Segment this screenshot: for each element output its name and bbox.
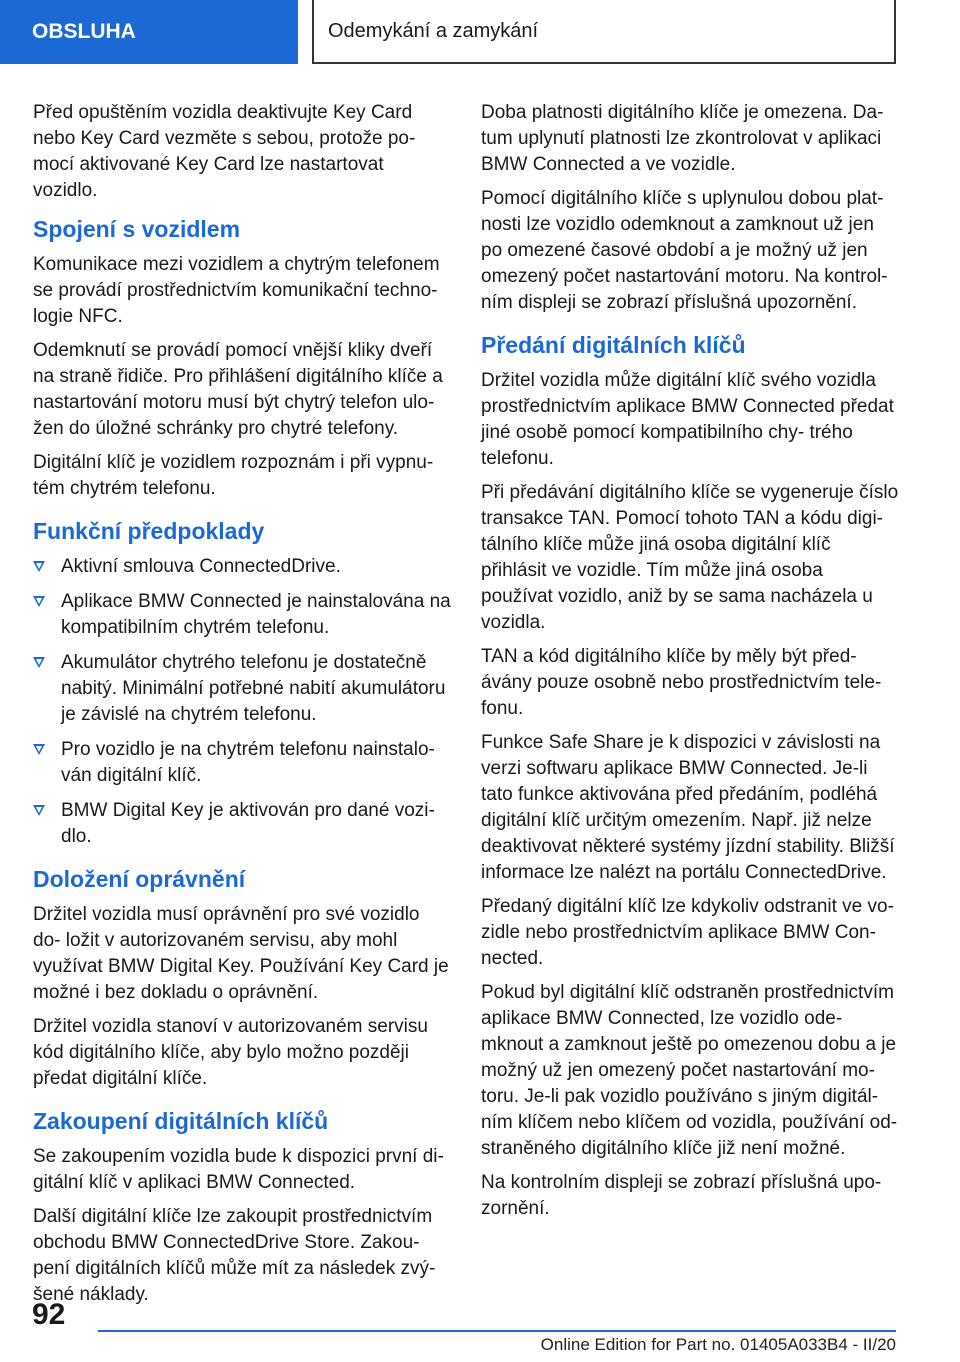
heading-predani: Předání digitálních klíčů <box>481 332 746 358</box>
paragraph: Pokud byl digitální klíč odstraněn prostřednictvím aplikace BMW Connected, lze vozidlo ode‐ mknout a zamknout ještě po omezenou dobu a je možný už jen omezený počet nastartování mo‐ toru. Je-li pak vozidlo používáno s jiným digitál‐ ním klíčem nebo klíčem od vozidla, používání od‐ straněného digitálního klíče již není možné. <box>481 982 898 1159</box>
paragraph: Komunikace mezi vozidlem a chytrým telefonem se provádí prostřednictvím komunikační techno‐ logie NFC. <box>33 254 440 327</box>
requirements-list <box>33 554 451 850</box>
edition-note: Online Edition for Part no. 01405A033B4 - II/20 <box>540 1335 896 1354</box>
heading-zakoupeni: Zakoupení digitálních klíčů <box>33 1108 329 1134</box>
paragraph: Předaný digitální klíč lze kdykoliv odstranit ve vo‐ zidle nebo prostřednictvím aplikace BMW Con‐ nected. <box>481 896 894 969</box>
paragraph: Funkce Safe Share je k dispozici v závislosti na verzi softwaru aplikace BMW Connected. Je-li tato funkce aktivována před předáním, podléhá digitální klíč určitým omezením. Např. již nelze deaktivovat některé systémy jízdní stability. Bližší informace lze nalézt na portálu ConnectedDrive. <box>481 732 895 883</box>
paragraph: Na kontrolním displeji se zobrazí příslušná upo‐ zornění. <box>481 1172 882 1219</box>
paragraph: Digitální klíč je vozidlem rozpoznám i při vypnu‐ tém chytrém telefonu. <box>33 452 434 499</box>
paragraph: Odemknutí se provádí pomocí vnější kliky dveří na straně řidiče. Pro přihlášení digitálního klíče a nastartování motoru musí být chytrý telefon ulo‐ žen do úložné schránky pro chytré telefony. <box>33 340 443 439</box>
heading-predpoklady: Funkční předpoklady <box>33 518 265 544</box>
triangle-bullet-icon <box>33 561 45 572</box>
intro-paragraph: Před opuštěním vozidla deaktivujte Key Card nebo Key Card vezměte s sebou, protože po‐ mocí aktivované Key Card lze nastartovat vozidlo. <box>33 102 416 201</box>
section-tab: OBSLUHA <box>0 0 298 64</box>
paragraph: Držitel vozidla musí oprávnění pro své vozidlo do‐ ložit v autorizovaném servisu, aby mohl využívat BMW Digital Key. Používání Key Card je možné i bez dokladu o oprávnění. <box>33 904 449 1003</box>
heading-spojeni: Spojení s vozidlem <box>33 216 241 242</box>
heading-opravneni: Doložení oprávnění <box>33 866 246 892</box>
paragraph: Držitel vozidla stanoví v autorizovaném servisu kód digitálního klíče, aby bylo možno později předat digitální klíče. <box>33 1016 428 1089</box>
footer-divider <box>98 1330 896 1332</box>
paragraph: Další digitální klíče lze zakoupit prostřednictvím obchodu BMW ConnectedDrive Store. Zakou‐ pení digitálních klíčů může mít za následek zvý‐ šené náklady. <box>33 1206 436 1305</box>
list-item: Pro vozidlo je na chytrém telefonu nainstalo‐ ván digitální klíč. <box>33 737 451 789</box>
paragraph: TAN a kód digitálního klíče by měly být před‐ ávány pouze osobně nebo prostřednictvím tele‐ fonu. <box>481 646 882 719</box>
list-item: BMW Digital Key je aktivován pro dané vozi‐ dlo. <box>33 798 451 850</box>
paragraph: Držitel vozidla může digitální klíč svého vozidla prostřednictvím aplikace BMW Connected předat jiné osobě pomocí kompatibilního chy‐ trého telefonu. <box>481 370 894 469</box>
paragraph: Doba platnosti digitálního klíče je omezena. Da‐ tum uplynutí platnosti lze zkontrolovat v aplikaci BMW Connected a ve vozidle. <box>481 102 884 175</box>
triangle-bullet-icon <box>33 805 45 816</box>
paragraph: Se zakoupením vozidla bude k dispozici první di‐ gitální klíč v aplikaci BMW Connected. <box>33 1146 444 1193</box>
triangle-bullet-icon <box>33 744 45 755</box>
right-column <box>481 100 899 1230</box>
list-item: Aktivní smlouva ConnectedDrive. <box>33 554 451 580</box>
paragraph: Při předávání digitálního klíče se vygeneruje číslo transakce TAN. Pomocí tohoto TAN a kódu digi‐ tálního klíče může jiná osoba digitální klíč přihlásit ve vozidle. Tím může jiná osoba používat vozidlo, aniž by se sama nacházela u vozidla. <box>481 482 899 633</box>
triangle-bullet-icon <box>33 596 45 607</box>
left-column <box>33 100 451 1316</box>
list-item: Akumulátor chytrého telefonu je dostatečně nabitý. Minimální potřebné nabití akumulátoru je závislé na chytrém telefonu. <box>33 650 451 728</box>
page-number: 92 <box>32 1298 66 1331</box>
triangle-bullet-icon <box>33 657 45 668</box>
paragraph: Pomocí digitálního klíče s uplynulou dobou plat‐ nosti lze vozidlo odemknout a zamknout už jen po omezené časové období a je možný už jen omezený počet nastartování motoru. Na kontrol‐ ním displeji se zobrazí příslušná upozornění. <box>481 188 888 313</box>
list-item: Aplikace BMW Connected je nainstalována na kompatibilním chytrém telefonu. <box>33 589 451 641</box>
chapter-title: Odemykání a zamykání <box>312 0 896 64</box>
